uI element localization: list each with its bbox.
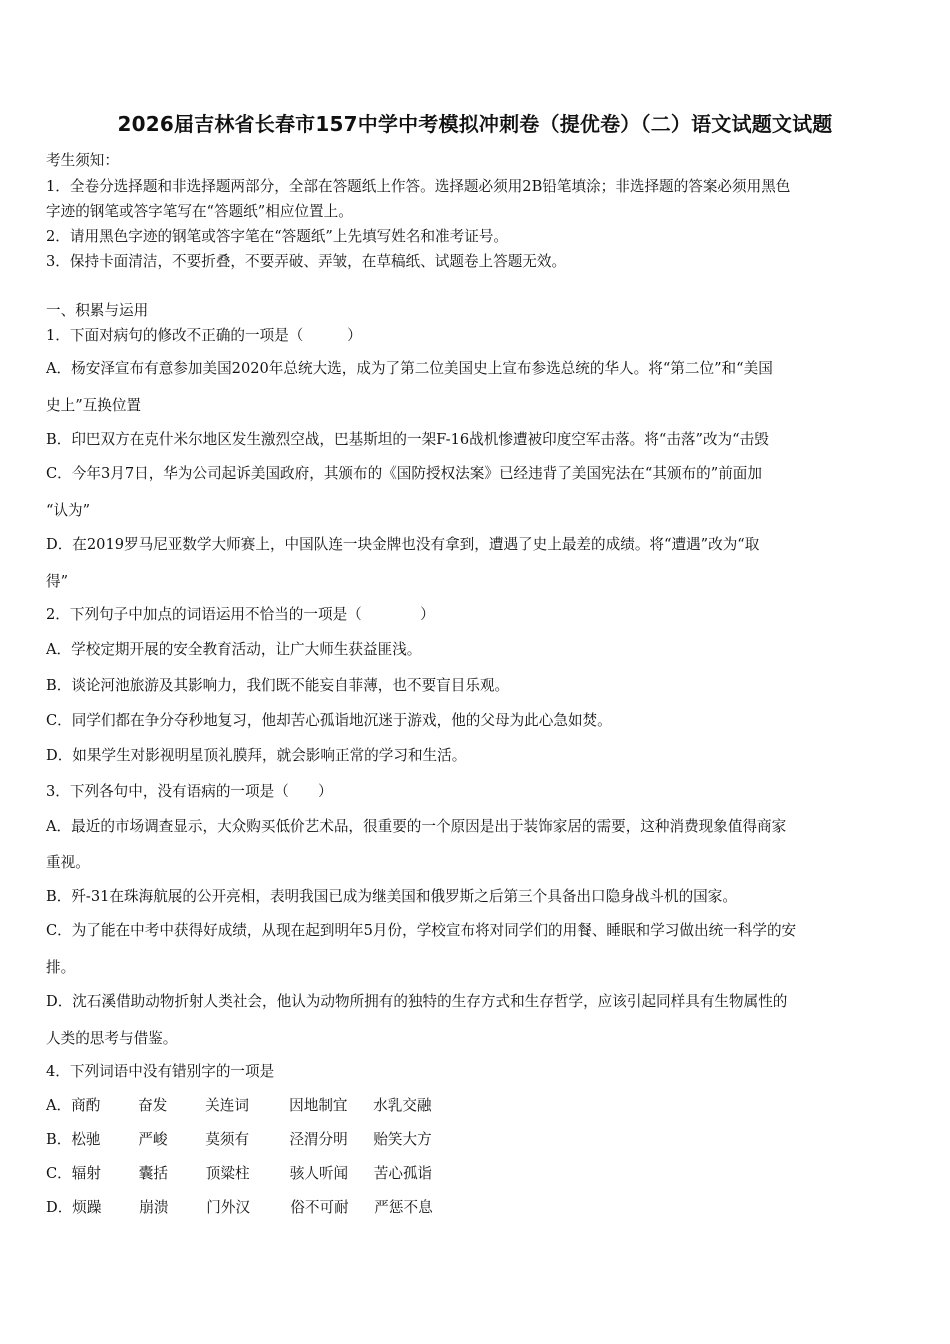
section-heading: 一、积累与运用 — [46, 302, 149, 319]
question-4-stem: 4．下列词语中没有错别字的一项是 — [46, 1063, 275, 1080]
question-4-option-d — [46, 1198, 433, 1218]
notice-item: 2．请用黑色字迹的钢笔或答字笔在“答题纸”上先填写姓名和准考证号。 — [46, 228, 509, 245]
notice-item: 字迹的钢笔或答字笔写在“答题纸”相应位置上。 — [46, 203, 353, 220]
word: 严峻 — [138, 1131, 168, 1148]
question-2-option-c: C．同学们都在争分夺秒地复习，他却苦心孤诣地沉迷于游戏，他的父母为此心急如焚。 — [46, 712, 612, 729]
question-1-option-c-cont: “认为” — [46, 502, 91, 519]
word: 俗不可耐 — [290, 1199, 349, 1216]
question-4-option-b — [46, 1130, 432, 1150]
word: 莫须有 — [205, 1131, 250, 1148]
question-3-option-c: C．为了能在中考中获得好成绩，从现在起到明年5月份，学校宣布将对同学们的用餐、睡眠和学习做出统一科学的安 — [46, 922, 797, 939]
option-letter: D． — [46, 1199, 73, 1216]
word: 苦心孤诣 — [373, 1165, 433, 1182]
word: 顶粱柱 — [205, 1165, 250, 1182]
question-2-option-d: D．如果学生对影视明星顶礼膜拜，就会影响正常的学习和生活。 — [46, 747, 467, 764]
word: 烦躁 — [72, 1199, 102, 1216]
question-4-option-a — [46, 1096, 432, 1116]
word: 泾渭分明 — [289, 1131, 348, 1148]
word: 松驰 — [71, 1131, 101, 1148]
question-4-option-c — [46, 1164, 432, 1184]
option-letter: A． — [46, 1097, 72, 1114]
word: 囊括 — [138, 1165, 168, 1182]
question-1-option-d-cont: 得” — [46, 573, 69, 590]
notice-item: 3．保持卡面清洁，不要折叠，不要弄破、弄皱，在草稿纸、试题卷上答题无效。 — [46, 253, 567, 270]
option-letter: C． — [46, 1165, 72, 1182]
question-2-stem: 2．下列句子中加点的词语运用不恰当的一项是（ ） — [46, 606, 435, 623]
question-2-option-b: B．谈论河池旅游及其影响力，我们既不能妄自菲薄，也不要盲目乐观。 — [46, 677, 510, 694]
word: 商酌 — [71, 1097, 101, 1114]
option-letter: B． — [46, 1131, 72, 1148]
question-3-option-a: A．最近的市场调查显示，大众购买低价艺术品，很重要的一个原因是出于装饰家居的需要，这种消费现象值得商家 — [46, 818, 787, 835]
word: 水乳交融 — [373, 1097, 432, 1114]
question-1-option-d: D．在2019罗马尼亚数学大师赛上，中国队连一块金牌也没有拿到，遭遇了史上最差的成绩。将“遭遇”改为“取 — [46, 536, 760, 553]
question-3-option-d: D．沈石溪借助动物折射人类社会，他认为动物所拥有的独特的生存方式和生存哲学，应该引起同样具有生物属性的 — [46, 993, 788, 1010]
word: 贻笑大方 — [373, 1131, 432, 1148]
question-1-option-b: B．印巴双方在克什米尔地区发生激烈空战，巴基斯坦的一架F-16战机惨遭被印度空军击落。将“击落”改为“击毁 — [46, 431, 769, 448]
word: 奋发 — [138, 1097, 168, 1114]
question-3-option-c-cont: 排。 — [46, 959, 76, 976]
notice-item: 1．全卷分选择题和非选择题两部分，全部在答题纸上作答。选择题必须用2B铅笔填涂；非选择题的答案必须用黑色 — [46, 178, 791, 195]
page-title: 2026届吉林省长春市157中学中考模拟冲刺卷（提优卷）（二）语文试题文试题 — [117, 112, 833, 136]
word: 因地制宜 — [289, 1097, 348, 1114]
word: 崩溃 — [139, 1199, 169, 1216]
notice-heading: 考生须知： — [46, 152, 119, 169]
question-3-option-b: B．歼-31在珠海航展的公开亮相，表明我国已成为继美国和俄罗斯之后第三个具备出口隐身战斗机的国家。 — [46, 888, 737, 905]
question-1-option-a-cont: 史上”互换位置 — [46, 397, 142, 414]
word: 严惩不息 — [374, 1199, 433, 1216]
question-3-option-a-cont: 重视。 — [46, 854, 90, 871]
word: 辐射 — [71, 1165, 101, 1182]
word: 关连词 — [205, 1097, 249, 1114]
word: 骇人听闻 — [289, 1165, 349, 1182]
question-1-option-a: A．杨安泽宣布有意参加美国2020年总统大选，成为了第二位美国史上宣布参选总统的华人。将“第二位”和“美国 — [46, 360, 773, 377]
question-2-option-a: A．学校定期开展的安全教育活动，让广大师生获益匪浅。 — [46, 641, 422, 658]
question-1-stem: 1．下面对病句的修改不正确的一项是（ ） — [46, 327, 362, 344]
question-3-stem: 3．下列各句中，没有语病的一项是（ ） — [46, 783, 333, 800]
word: 门外汉 — [206, 1199, 251, 1216]
question-1-option-c: C．今年3月7日，华为公司起诉美国政府，其颁布的《国防授权法案》已经违背了美国宪法在“其颁布的”前面加 — [46, 465, 762, 482]
question-3-option-d-cont: 人类的思考与借鉴。 — [46, 1030, 178, 1047]
